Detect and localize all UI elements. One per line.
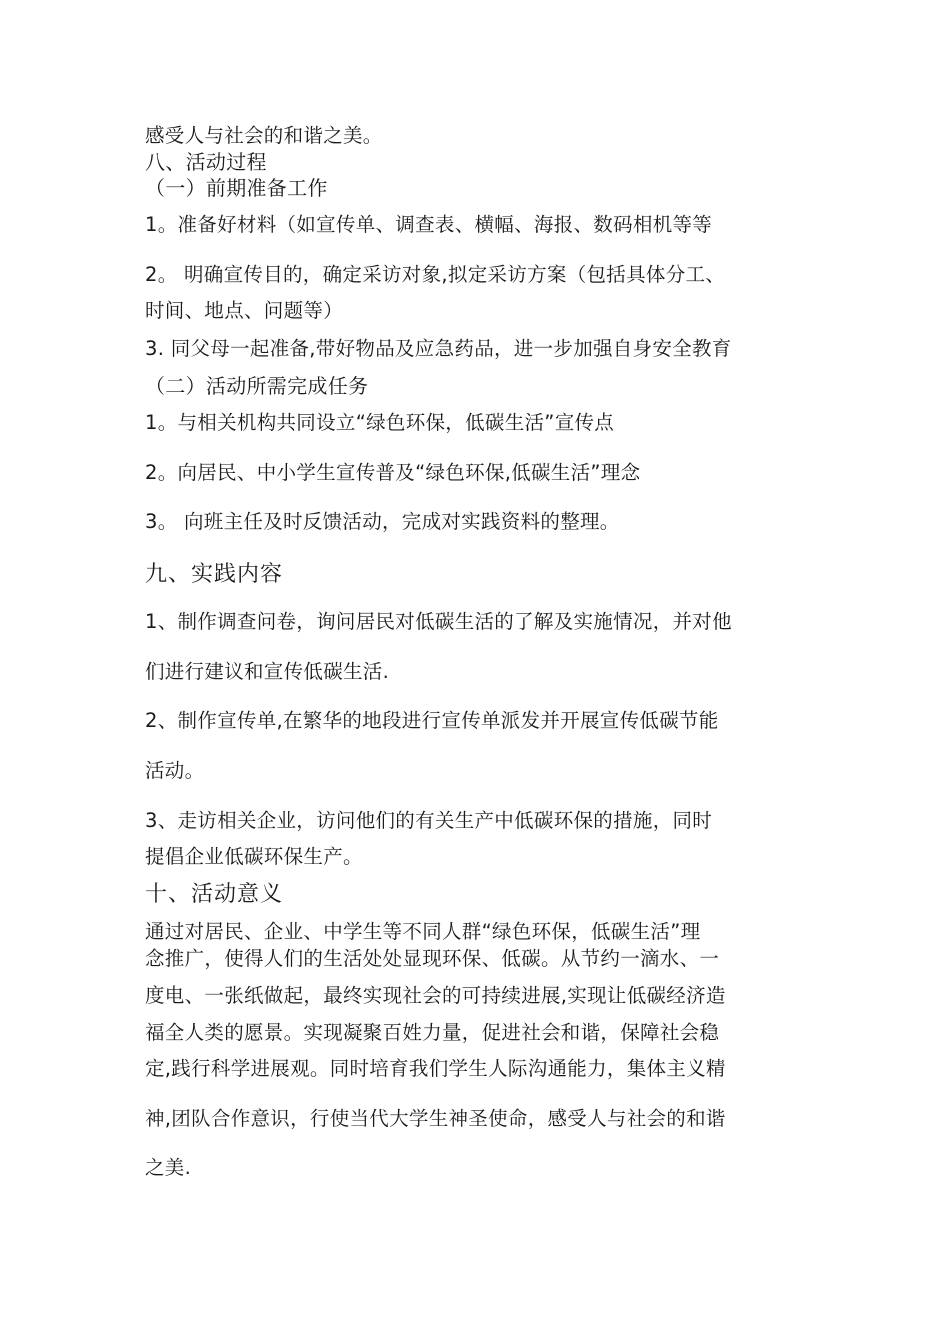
- section-heading-content: 九、实践内容: [145, 562, 284, 587]
- text-line: 3、走访相关企业，访问他们的有关生产中低碳环保的措施，同时: [145, 809, 713, 832]
- text-line: 1。与相关机构共同设立“绿色环保，低碳生活”宣传点: [145, 411, 615, 434]
- subsection-heading-preparation: （一）前期准备工作: [145, 176, 328, 200]
- text-line: 之美.: [145, 1156, 192, 1179]
- text-line: 念推广，使得人们的生活处处显现环保、低碳。从节约一滴水、一: [145, 947, 720, 970]
- text-line: 2。向居民、中小学生宣传普及“绿色环保,低碳生活”理念: [145, 461, 641, 484]
- section-heading-process: 八、活动过程: [145, 150, 267, 174]
- text-line: 提倡企业低碳环保生产。: [145, 845, 363, 868]
- text-line: 度电、一张纸做起，最终实现社会的可持续进展,实现让低碳经济造: [145, 984, 726, 1007]
- text-line: 福全人类的愿景。实现凝聚百姓力量，促进社会和谐，保障社会稳: [145, 1021, 720, 1044]
- text-line: 感受人与社会的和谐之美。: [145, 124, 383, 147]
- text-line: 1、制作调查问卷，询问居民对低碳生活的了解及实施情况，并对他: [145, 610, 732, 633]
- text-line: 2。 明确宣传目的，确定采访对象,拟定采访方案（包括具体分工、: [145, 263, 726, 286]
- text-line: 们进行建议和宣传低碳生活.: [145, 660, 390, 683]
- text-line: 通过对居民、企业、中学生等不同人群“绿色环保，低碳生活”理: [145, 920, 701, 943]
- section-heading-significance: 十、活动意义: [145, 882, 284, 907]
- text-line: 活动。: [145, 759, 205, 782]
- text-line: 1。准备好材料（如宣传单、调查表、横幅、海报、数码相机等等: [145, 213, 713, 236]
- text-line: 定,践行科学进展观。同时培育我们学生人际沟通能力，集体主义精: [145, 1057, 726, 1080]
- text-line: 3. 同父母一起准备,带好物品及应急药品，进一步加强自身安全教育: [145, 337, 732, 360]
- text-line: 3。 向班主任及时反馈活动，完成对实践资料的整理。: [145, 510, 620, 533]
- subsection-heading-tasks: （二）活动所需完成任务: [145, 374, 369, 398]
- text-line: 2、制作宣传单,在繁华的地段进行宣传单派发并开展宣传低碳节能: [145, 709, 719, 732]
- text-line: 神,团队合作意识，行使当代大学生神圣使命，感受人与社会的和谐: [145, 1107, 726, 1130]
- text-line: 时间、地点、问题等）: [145, 299, 344, 322]
